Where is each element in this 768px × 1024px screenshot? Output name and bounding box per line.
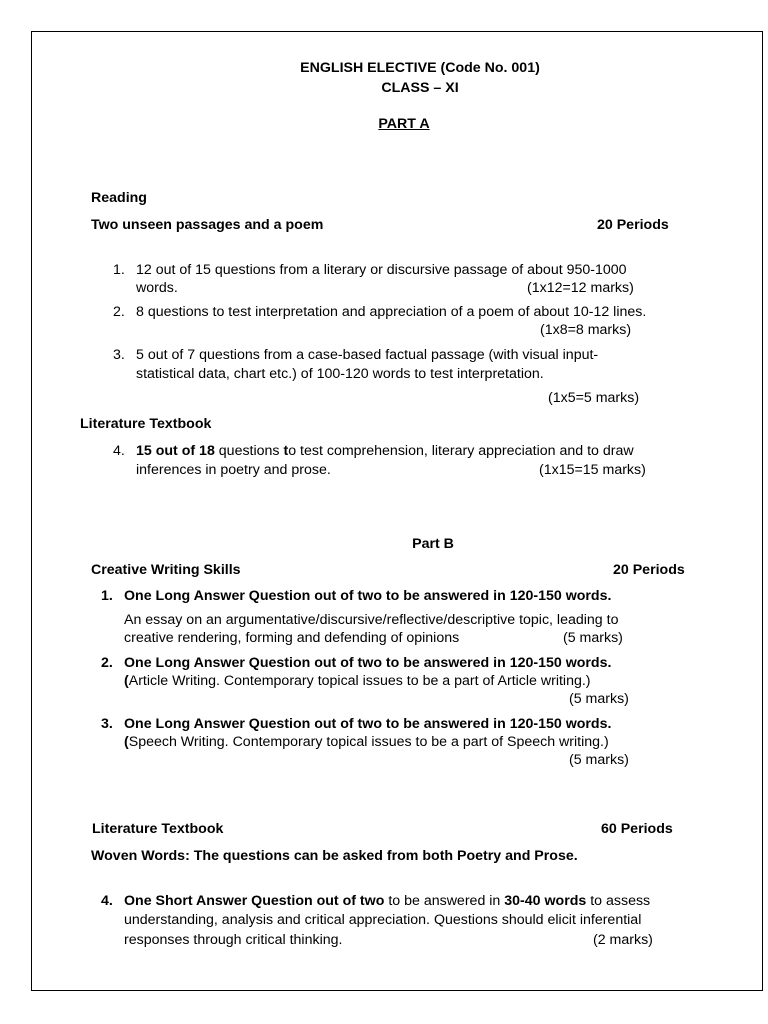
part-a-heading: PART A: [378, 116, 430, 132]
class-label: CLASS – XI: [381, 80, 459, 96]
marks-label: (5 marks): [569, 752, 629, 768]
literature-periods: 60 Periods: [601, 821, 673, 837]
list-item-number: 4.: [101, 893, 113, 909]
list-item-text: An essay on an argumentative/discursive/reflective/descriptive topic, leading to: [124, 612, 619, 628]
creative-writing-heading: Creative Writing Skills: [91, 562, 241, 578]
document-title: ENGLISH ELECTIVE (Code No. 001): [300, 60, 540, 76]
reading-subheading: Two unseen passages and a poem: [91, 217, 324, 233]
marks-label: (1x12=12 marks): [527, 280, 634, 296]
marks-label: (5 marks): [569, 691, 629, 707]
list-item-text: responses through critical thinking.: [124, 932, 343, 948]
marks-label: (5 marks): [563, 630, 623, 646]
question-title: One Long Answer Question out of two to be answered in 120-150 words.: [124, 655, 612, 671]
list-item-text: inferences in poetry and prose.: [136, 462, 331, 478]
list-item-number: 1.: [113, 262, 125, 278]
marks-label: (1x15=15 marks): [539, 462, 646, 478]
list-item-number: 4.: [113, 443, 125, 459]
list-item-text: 8 questions to test interpretation and appreciation of a poem of about 10-12 lines.: [136, 304, 647, 320]
list-item-number: 3.: [113, 347, 125, 363]
creative-writing-periods: 20 Periods: [613, 562, 685, 578]
list-item-text: (Article Writing. Contemporary topical issues to be a part of Article writing.): [124, 673, 591, 689]
list-item-number: 3.: [101, 716, 113, 732]
list-item-text: (Speech Writing. Contemporary topical issues to be a part of Speech writing.): [124, 734, 609, 750]
list-item-text: 12 out of 15 questions from a literary or discursive passage of about 950-1000: [136, 262, 627, 278]
literature-heading: Literature Textbook: [92, 821, 224, 837]
marks-label: (1x5=5 marks): [548, 390, 640, 406]
reading-heading: Reading: [91, 190, 147, 206]
list-item-text: words.: [136, 280, 178, 296]
literature-heading: Literature Textbook: [80, 416, 212, 432]
reading-periods: 20 Periods: [597, 217, 669, 233]
part-b-heading: Part B: [412, 536, 454, 552]
list-item-text: 15 out of 18 questions to test comprehension, literary appreciation and to draw: [136, 443, 634, 459]
marks-label: (2 marks): [593, 932, 653, 948]
list-item-number: 1.: [101, 588, 113, 604]
list-item-text: creative rendering, forming and defending of opinions: [124, 630, 460, 646]
question-title: One Long Answer Question out of two to be answered in 120-150 words.: [124, 716, 612, 732]
list-item-number: 2.: [101, 655, 113, 671]
list-item-text: 5 out of 7 questions from a case-based factual passage (with visual input-: [136, 347, 599, 363]
woven-words-note: Woven Words: The questions can be asked from both Poetry and Prose.: [91, 848, 578, 864]
list-item-text: understanding, analysis and critical appreciation. Questions should elicit inferential: [124, 912, 642, 928]
list-item-number: 2.: [113, 304, 125, 320]
list-item-text: statistical data, chart etc.) of 100-120 words to test interpretation.: [136, 366, 544, 382]
list-item-text: One Short Answer Question out of two to be answered in 30-40 words to assess: [124, 893, 651, 909]
question-title: One Long Answer Question out of two to be answered in 120-150 words.: [124, 588, 612, 604]
marks-label: (1x8=8 marks): [540, 322, 632, 338]
